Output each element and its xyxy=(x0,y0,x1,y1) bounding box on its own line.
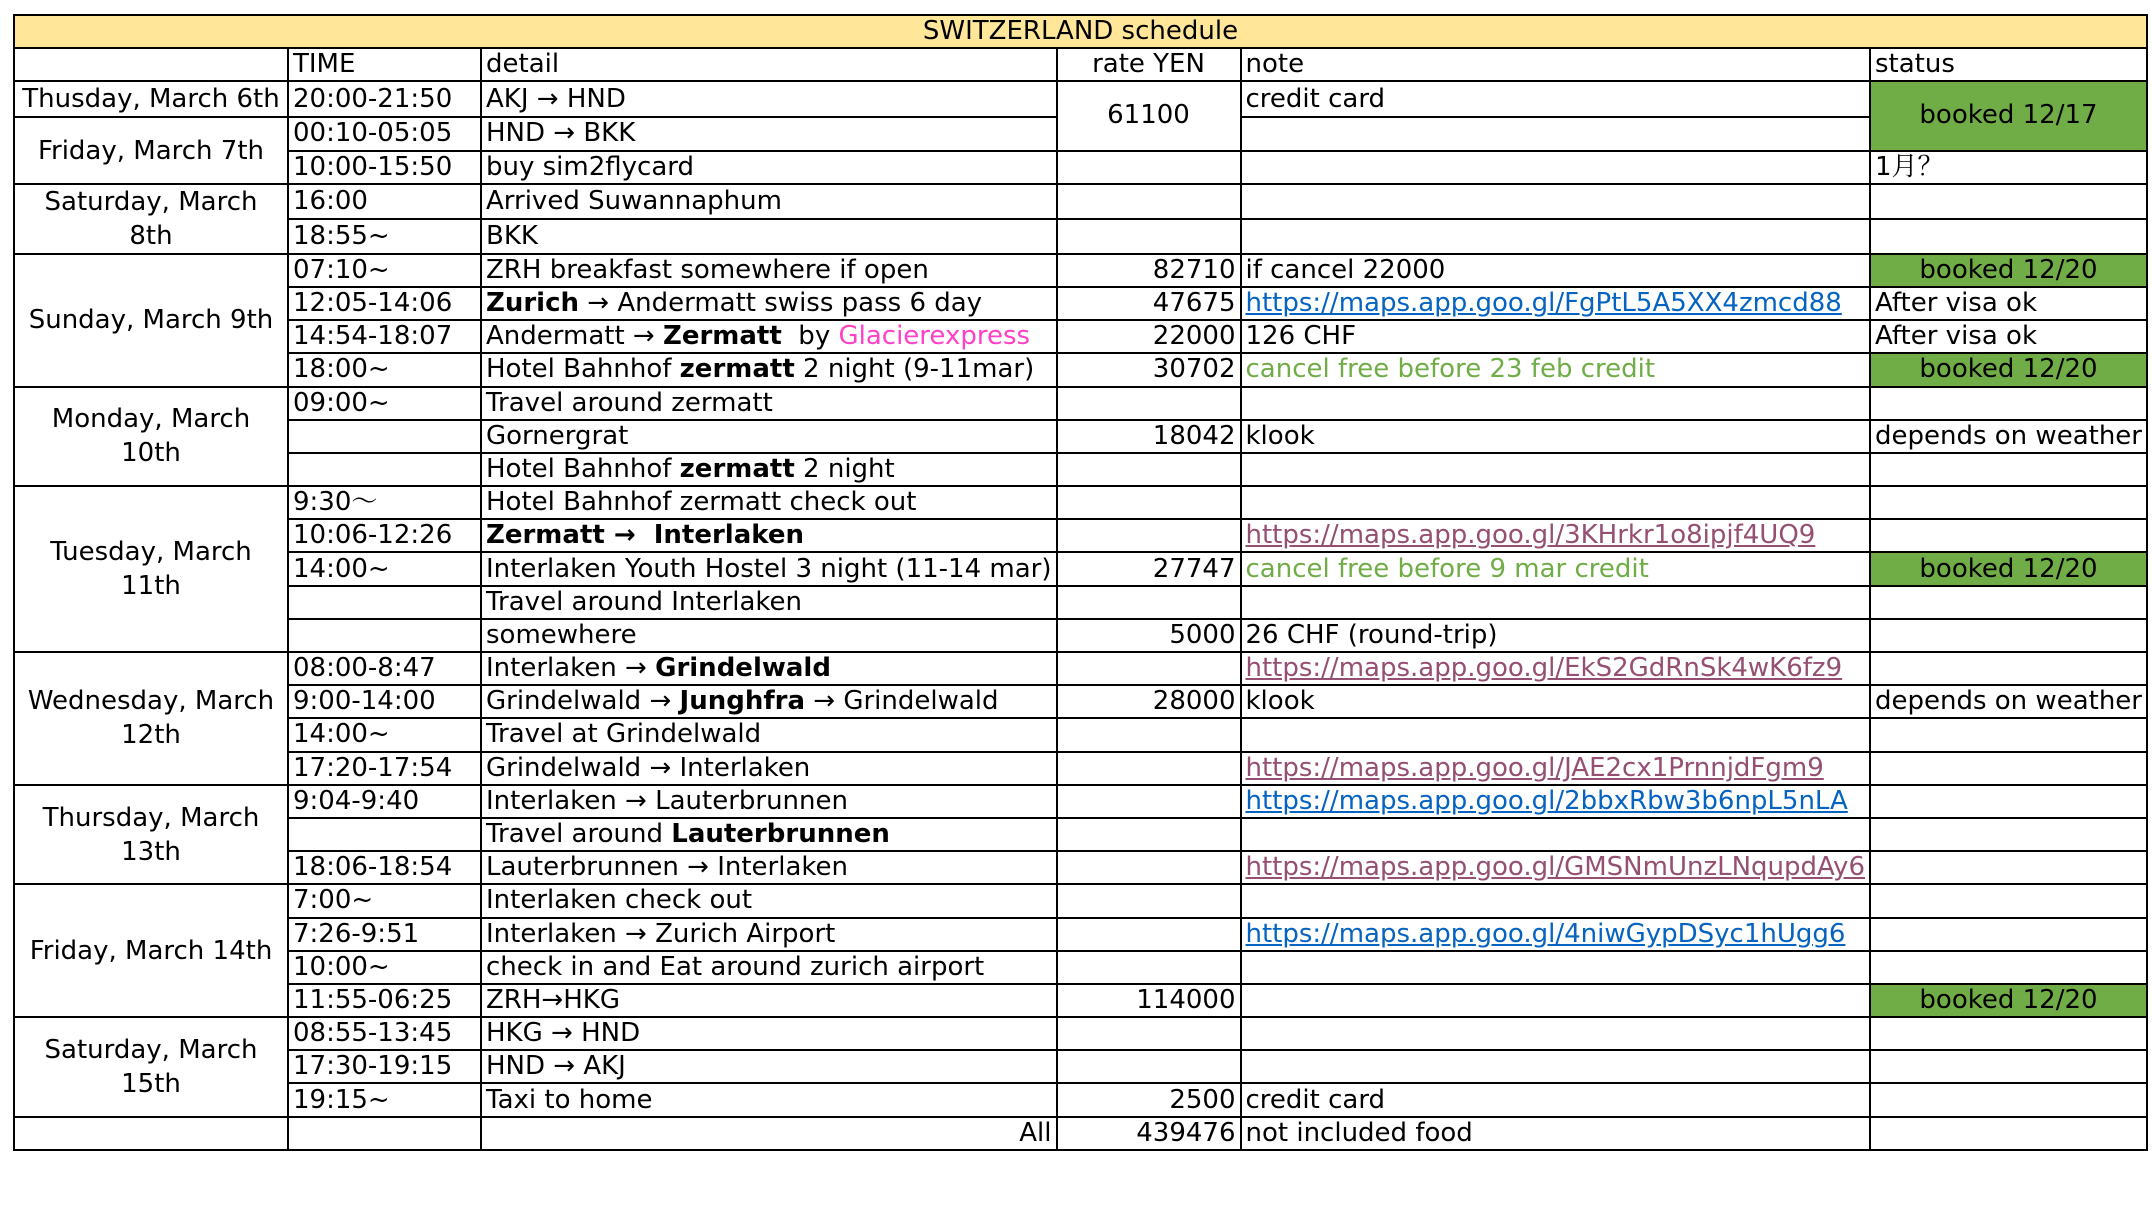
time-cell[interactable]: 17:30-19:15 xyxy=(288,1050,481,1083)
detail-cell[interactable]: AKJ → HND xyxy=(481,81,1057,117)
day-cell[interactable]: Wednesday, March 12th xyxy=(14,652,288,785)
day-cell[interactable]: Thursday, March 13th xyxy=(14,785,288,885)
total-rate[interactable]: 439476 xyxy=(1057,1117,1241,1150)
total-row xyxy=(14,1117,2147,1150)
note-cell[interactable] xyxy=(1241,951,1870,984)
rate-cell[interactable]: 5000 xyxy=(1057,619,1241,652)
rate-cell[interactable]: 114000 xyxy=(1057,984,1241,1017)
detail-cell[interactable]: Gornergrat xyxy=(481,420,1057,453)
detail-cell[interactable]: BKK xyxy=(481,219,1057,254)
status-cell[interactable]: 1月？ xyxy=(1870,151,2147,184)
total-status-cell[interactable] xyxy=(1870,1117,2147,1150)
detail-cell[interactable]: Travel around Interlaken xyxy=(481,586,1057,619)
rate-cell[interactable]: 61100 xyxy=(1057,81,1241,150)
detail-bold-text: zermatt xyxy=(679,453,795,484)
status-booked-cell[interactable]: booked 12/20 xyxy=(1870,984,2147,1017)
note-cell[interactable] xyxy=(1241,552,1870,585)
header-time[interactable]: TIME xyxy=(288,48,481,81)
status-cell[interactable] xyxy=(1870,785,2147,818)
detail-cell[interactable] xyxy=(481,818,1057,851)
note-cell[interactable] xyxy=(1241,818,1870,851)
time-cell[interactable]: 00:10-05:05 xyxy=(288,117,481,150)
table-row xyxy=(14,951,2147,984)
rate-cell[interactable] xyxy=(1057,752,1241,785)
schedule-table xyxy=(13,14,2148,1151)
table-row xyxy=(14,851,2147,884)
map-link[interactable]: https://maps.app.goo.gl/4niwGypDSyc1hUgg6 xyxy=(1245,918,1846,949)
day-cell[interactable]: Sunday, March 9th xyxy=(14,254,288,387)
total-note[interactable]: not included food xyxy=(1241,1117,1870,1150)
time-cell[interactable] xyxy=(288,818,481,851)
detail-cell[interactable]: Lauterbrunnen → Interlaken xyxy=(481,851,1057,884)
detail-cell[interactable]: buy sim2flycard xyxy=(481,151,1057,184)
rate-cell[interactable] xyxy=(1057,785,1241,818)
status-booked-cell[interactable]: booked 12/20 xyxy=(1870,552,2147,585)
detail-cell[interactable]: Travel around zermatt xyxy=(481,387,1057,420)
rate-cell[interactable] xyxy=(1057,1017,1241,1050)
time-cell[interactable]: 14:00~ xyxy=(288,718,481,751)
detail-cell[interactable] xyxy=(481,287,1057,320)
time-cell[interactable]: 9:30～ xyxy=(288,486,481,519)
note-cell[interactable] xyxy=(1241,219,1870,254)
rate-cell[interactable] xyxy=(1057,586,1241,619)
detail-text: 2 night (9-11mar) xyxy=(794,354,1035,385)
note-cell[interactable]: 26 CHF (round-trip) xyxy=(1241,619,1870,652)
note-cell[interactable] xyxy=(1241,851,1870,884)
detail-cell[interactable]: Interlaken → Zurich Airport xyxy=(481,918,1057,951)
table-row xyxy=(14,486,2147,519)
rate-cell[interactable]: 2500 xyxy=(1057,1083,1241,1116)
map-link[interactable]: https://maps.app.goo.gl/3KHrkr1o8ipjf4UQ9 xyxy=(1245,520,1816,551)
total-empty-cell[interactable] xyxy=(288,1117,481,1150)
note-cell[interactable] xyxy=(1241,718,1870,751)
table-row xyxy=(14,519,2147,552)
time-cell[interactable]: 20:00-21:50 xyxy=(288,81,481,117)
detail-cell[interactable]: HND → BKK xyxy=(481,117,1057,150)
day-cell[interactable]: Friday, March 7th xyxy=(14,117,288,183)
day-cell[interactable]: Monday, March 10th xyxy=(14,387,288,487)
note-cell[interactable] xyxy=(1241,519,1870,552)
detail-cell[interactable]: somewhere xyxy=(481,619,1057,652)
table-row xyxy=(14,918,2147,951)
detail-bold-text: Lauterbrunnen xyxy=(671,819,890,850)
time-cell[interactable]: 9:04-9:40 xyxy=(288,785,481,818)
note-cell[interactable] xyxy=(1241,884,1870,917)
note-cell[interactable] xyxy=(1241,387,1870,420)
detail-cell[interactable] xyxy=(481,353,1057,386)
rate-cell[interactable] xyxy=(1057,1050,1241,1083)
time-cell[interactable]: 19:15~ xyxy=(288,1083,481,1116)
map-link[interactable]: https://maps.app.goo.gl/GMSNmUnzLNqupdAy6 xyxy=(1245,852,1865,883)
day-cell[interactable]: Thusday, March 6th xyxy=(14,81,288,117)
detail-cell[interactable]: check in and Eat around zurich airport xyxy=(481,951,1057,984)
detail-bold-text: zermatt xyxy=(679,354,795,385)
status-cell[interactable] xyxy=(1870,219,2147,254)
day-cell[interactable]: Friday, March 14th xyxy=(14,884,288,1017)
header-note[interactable]: note xyxy=(1241,48,1870,81)
note-cell[interactable] xyxy=(1241,1017,1870,1050)
time-cell[interactable]: 14:54-18:07 xyxy=(288,320,481,353)
status-cell[interactable] xyxy=(1870,951,2147,984)
cancel-policy-text: cancel free before 9 mar credit xyxy=(1245,553,1649,584)
rate-cell[interactable]: 27747 xyxy=(1057,552,1241,585)
time-cell[interactable]: 12:05-14:06 xyxy=(288,287,481,320)
table-row xyxy=(14,685,2147,718)
note-cell[interactable]: klook xyxy=(1241,685,1870,718)
status-cell[interactable] xyxy=(1870,619,2147,652)
rate-cell[interactable] xyxy=(1057,851,1241,884)
table-row xyxy=(14,453,2147,486)
time-cell[interactable]: 17:20-17:54 xyxy=(288,752,481,785)
table-row xyxy=(14,287,2147,320)
note-cell[interactable] xyxy=(1241,184,1870,219)
status-cell[interactable] xyxy=(1870,851,2147,884)
note-cell[interactable] xyxy=(1241,1050,1870,1083)
table-row xyxy=(14,1083,2147,1116)
detail-text: Interlaken → xyxy=(486,653,656,684)
detail-cell[interactable]: HND → AKJ xyxy=(481,1050,1057,1083)
note-cell[interactable] xyxy=(1241,117,1870,150)
status-cell[interactable]: After visa ok xyxy=(1870,320,2147,353)
detail-text: Andermatt → xyxy=(486,321,663,352)
map-link[interactable]: https://maps.app.goo.gl/JAE2cx1PrnnjdFgm9 xyxy=(1245,752,1824,783)
detail-text: by xyxy=(781,321,839,352)
time-cell[interactable]: 18:06-18:54 xyxy=(288,851,481,884)
detail-cell[interactable] xyxy=(481,519,1057,552)
detail-bold-text: Zurich xyxy=(486,288,580,319)
time-cell[interactable]: 10:00-15:50 xyxy=(288,151,481,184)
status-booked-cell[interactable]: booked 12/20 xyxy=(1870,254,2147,287)
time-cell[interactable] xyxy=(288,420,481,453)
detail-text: Hotel Bahnhof xyxy=(486,453,680,484)
detail-text: → Andermatt swiss pass 6 day xyxy=(579,288,983,319)
detail-cell[interactable] xyxy=(481,652,1057,685)
note-cell[interactable]: if cancel 22000 xyxy=(1241,254,1870,287)
table-row xyxy=(14,752,2147,785)
header-rate[interactable]: rate YEN xyxy=(1057,48,1241,81)
rate-cell[interactable] xyxy=(1057,387,1241,420)
rate-cell[interactable]: 82710 xyxy=(1057,254,1241,287)
status-cell[interactable] xyxy=(1870,1050,2147,1083)
note-cell[interactable] xyxy=(1241,353,1870,386)
time-cell[interactable] xyxy=(288,453,481,486)
table-row xyxy=(14,254,2147,287)
time-cell[interactable]: 07:10~ xyxy=(288,254,481,287)
table-row xyxy=(14,984,2147,1017)
note-cell[interactable] xyxy=(1241,287,1870,320)
rate-cell[interactable]: 30702 xyxy=(1057,353,1241,386)
status-cell[interactable] xyxy=(1870,1017,2147,1050)
detail-cell[interactable] xyxy=(481,685,1057,718)
detail-text: Hotel Bahnhof xyxy=(486,354,680,385)
status-cell[interactable] xyxy=(1870,818,2147,851)
time-cell[interactable]: 10:06-12:26 xyxy=(288,519,481,552)
detail-bold-text: Zermatt → Interlaken xyxy=(486,520,805,551)
header-row xyxy=(14,48,2147,81)
total-label[interactable]: All xyxy=(481,1117,1057,1150)
time-cell[interactable] xyxy=(288,586,481,619)
status-cell[interactable]: depends on weather xyxy=(1870,420,2147,453)
day-cell[interactable]: Saturday, March 15th xyxy=(14,1017,288,1117)
note-cell[interactable] xyxy=(1241,984,1870,1017)
status-cell[interactable] xyxy=(1870,752,2147,785)
note-cell[interactable]: 126 CHF xyxy=(1241,320,1870,353)
note-cell[interactable]: klook xyxy=(1241,420,1870,453)
time-cell[interactable] xyxy=(288,619,481,652)
rate-cell[interactable] xyxy=(1057,652,1241,685)
rate-cell[interactable] xyxy=(1057,151,1241,184)
detail-bold-text: Zermatt xyxy=(662,321,782,352)
cancel-policy-text: cancel free before 23 feb credit xyxy=(1245,354,1656,385)
time-cell[interactable]: 18:55~ xyxy=(288,219,481,254)
day-cell[interactable]: Saturday, March 8th xyxy=(14,184,288,254)
rate-cell[interactable]: 22000 xyxy=(1057,320,1241,353)
table-row xyxy=(14,320,2147,353)
status-cell[interactable] xyxy=(1870,519,2147,552)
rate-cell[interactable]: 18042 xyxy=(1057,420,1241,453)
time-cell[interactable]: 7:26-9:51 xyxy=(288,918,481,951)
status-cell[interactable] xyxy=(1870,652,2147,685)
day-cell[interactable]: Tuesday, March 11th xyxy=(14,486,288,652)
table-row xyxy=(14,652,2147,685)
map-link[interactable]: https://maps.app.goo.gl/EkS2GdRnSk4wK6fz9 xyxy=(1245,653,1843,684)
status-cell[interactable] xyxy=(1870,387,2147,420)
time-cell[interactable]: 7:00~ xyxy=(288,884,481,917)
detail-cell[interactable]: HKG → HND xyxy=(481,1017,1057,1050)
table-row xyxy=(14,387,2147,420)
table-row xyxy=(14,619,2147,652)
detail-bold-text: Junghfra xyxy=(679,686,806,717)
detail-text: → Grindelwald xyxy=(805,686,999,717)
header-status[interactable]: status xyxy=(1870,48,2147,81)
rate-cell[interactable] xyxy=(1057,453,1241,486)
table-row xyxy=(14,884,2147,917)
map-link[interactable]: https://maps.app.goo.gl/FgPtL5A5XX4zmcd88 xyxy=(1245,288,1842,319)
detail-cell[interactable]: Interlaken check out xyxy=(481,884,1057,917)
note-cell[interactable] xyxy=(1241,486,1870,519)
rate-cell[interactable] xyxy=(1057,951,1241,984)
detail-cell[interactable]: Arrived Suwannaphum xyxy=(481,184,1057,219)
table-row xyxy=(14,184,2147,219)
glacier-express-text: Glacierexpress xyxy=(838,321,1031,352)
detail-text: Travel around xyxy=(486,819,672,850)
table-row xyxy=(14,1017,2147,1050)
status-cell[interactable] xyxy=(1870,884,2147,917)
detail-text: 2 night xyxy=(794,453,895,484)
detail-text: Grindelwald → xyxy=(486,686,680,717)
status-cell[interactable]: depends on weather xyxy=(1870,685,2147,718)
note-cell[interactable]: credit card xyxy=(1241,1083,1870,1116)
table-row xyxy=(14,219,2147,254)
detail-cell[interactable]: ZRH→HKG xyxy=(481,984,1057,1017)
detail-cell[interactable] xyxy=(481,453,1057,486)
detail-bold-text: Grindelwald xyxy=(655,653,831,684)
note-cell[interactable]: credit card xyxy=(1241,81,1870,117)
table-row xyxy=(14,818,2147,851)
rate-cell[interactable]: 47675 xyxy=(1057,287,1241,320)
status-cell[interactable] xyxy=(1870,718,2147,751)
time-cell[interactable]: 10:00~ xyxy=(288,951,481,984)
table-row xyxy=(14,420,2147,453)
time-cell[interactable]: 11:55-06:25 xyxy=(288,984,481,1017)
status-cell[interactable] xyxy=(1870,586,2147,619)
rate-cell[interactable] xyxy=(1057,219,1241,254)
detail-cell[interactable]: Interlaken Youth Hostel 3 night (11-14 mar) xyxy=(481,552,1057,585)
time-cell[interactable]: 09:00~ xyxy=(288,387,481,420)
time-cell[interactable]: 08:00-8:47 xyxy=(288,652,481,685)
status-cell[interactable] xyxy=(1870,453,2147,486)
status-cell[interactable] xyxy=(1870,486,2147,519)
status-cell[interactable] xyxy=(1870,1083,2147,1116)
note-cell[interactable] xyxy=(1241,453,1870,486)
table-row xyxy=(14,353,2147,386)
note-cell[interactable] xyxy=(1241,151,1870,184)
status-cell[interactable] xyxy=(1870,184,2147,219)
time-cell[interactable]: 16:00 xyxy=(288,184,481,219)
header-cell-empty[interactable] xyxy=(14,48,288,81)
note-cell[interactable] xyxy=(1241,652,1870,685)
detail-cell[interactable]: ZRH breakfast somewhere if open xyxy=(481,254,1057,287)
time-cell[interactable]: 14:00~ xyxy=(288,552,481,585)
detail-cell[interactable]: Hotel Bahnhof zermatt check out xyxy=(481,486,1057,519)
header-detail[interactable]: detail xyxy=(481,48,1057,81)
rate-cell[interactable] xyxy=(1057,486,1241,519)
time-cell[interactable]: 18:00~ xyxy=(288,353,481,386)
rate-cell[interactable]: 28000 xyxy=(1057,685,1241,718)
detail-cell[interactable]: Grindelwald → Interlaken xyxy=(481,752,1057,785)
time-cell[interactable]: 08:55-13:45 xyxy=(288,1017,481,1050)
table-row xyxy=(14,785,2147,818)
note-cell[interactable] xyxy=(1241,918,1870,951)
note-cell[interactable] xyxy=(1241,586,1870,619)
status-cell[interactable] xyxy=(1870,918,2147,951)
detail-cell[interactable]: Interlaken → Lauterbrunnen xyxy=(481,785,1057,818)
note-cell[interactable] xyxy=(1241,785,1870,818)
rate-cell[interactable] xyxy=(1057,818,1241,851)
table-row xyxy=(14,151,2147,184)
status-booked-cell[interactable]: booked 12/17 xyxy=(1870,81,2147,150)
table-row xyxy=(14,552,2147,585)
rate-cell[interactable] xyxy=(1057,884,1241,917)
title-row xyxy=(14,15,2147,48)
status-booked-cell[interactable]: booked 12/20 xyxy=(1870,353,2147,386)
detail-cell[interactable]: Travel at Grindelwald xyxy=(481,718,1057,751)
detail-cell[interactable]: Taxi to home xyxy=(481,1083,1057,1116)
map-link[interactable]: https://maps.app.goo.gl/2bbxRbw3b6npL5nLA xyxy=(1245,785,1848,816)
note-cell[interactable] xyxy=(1241,752,1870,785)
status-cell[interactable]: After visa ok xyxy=(1870,287,2147,320)
sheet-title[interactable]: SWITZERLAND schedule xyxy=(14,15,2147,48)
table-row xyxy=(14,1050,2147,1083)
rate-cell[interactable] xyxy=(1057,519,1241,552)
total-empty-cell[interactable] xyxy=(14,1117,288,1150)
rate-cell[interactable] xyxy=(1057,918,1241,951)
table-row xyxy=(14,718,2147,751)
rate-cell[interactable] xyxy=(1057,718,1241,751)
table-row xyxy=(14,81,2147,117)
rate-cell[interactable] xyxy=(1057,184,1241,219)
time-cell[interactable]: 9:00-14:00 xyxy=(288,685,481,718)
detail-cell[interactable] xyxy=(481,320,1057,353)
table-row xyxy=(14,586,2147,619)
